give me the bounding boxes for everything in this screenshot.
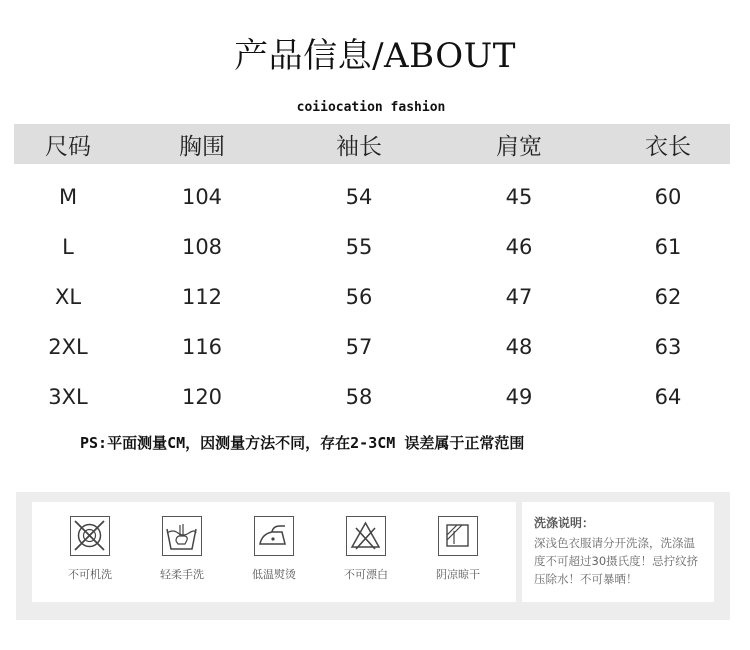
care-item-no-machine-wash <box>50 516 130 582</box>
care-label: 阴凉晾干 <box>436 568 480 581</box>
sleeve-cell: 56 <box>345 285 373 309</box>
table-row <box>14 172 730 222</box>
size-table <box>14 124 730 422</box>
shoulder-cell: 47 <box>505 285 533 309</box>
wash-instructions-text <box>534 534 710 588</box>
chest-cell: 120 <box>181 385 223 409</box>
chest-cell: 108 <box>181 235 223 259</box>
size-cell: 2XL <box>48 335 88 359</box>
length-cell: 63 <box>654 335 682 359</box>
table-row <box>14 272 730 322</box>
chest-cell: 116 <box>181 335 223 359</box>
shoulder-cell: 49 <box>505 385 533 409</box>
size-cell: XL <box>54 285 82 309</box>
wash-instructions-line: 度不可超过30摄氏度！忌拧纹挤 <box>534 554 699 568</box>
care-label: 不可机洗 <box>68 568 112 581</box>
care-label: 低温熨烫 <box>252 568 296 581</box>
size-cell: 3XL <box>48 385 88 409</box>
column-header-chest: 胸围 <box>179 133 225 160</box>
chest-cell: 104 <box>181 185 223 209</box>
length-cell: 61 <box>654 235 682 259</box>
page-title: 产品信息/ABOUT <box>234 36 516 76</box>
table-row <box>14 322 730 372</box>
care-item-hand-wash <box>142 516 222 582</box>
sleeve-cell: 58 <box>345 385 373 409</box>
care-label: 轻柔手洗 <box>160 568 204 581</box>
size-cell: M <box>58 185 78 209</box>
brand-subtitle: coiiocation fashion <box>296 100 446 115</box>
chest-cell: 112 <box>181 285 223 309</box>
column-header-size: 尺码 <box>45 133 91 160</box>
care-label: 不可漂白 <box>344 568 388 581</box>
shoulder-cell: 46 <box>505 235 533 259</box>
care-icons-panel <box>32 502 516 602</box>
measurement-note: PS:平面测量CM，因测量方法不同，存在2-3CM 误差属于正常范围 <box>80 434 525 452</box>
column-header-sleeve: 袖长 <box>336 133 382 160</box>
hand-wash-icon <box>162 516 202 556</box>
shoulder-cell: 48 <box>505 335 533 359</box>
table-row <box>14 372 730 422</box>
length-cell: 64 <box>654 385 682 409</box>
sleeve-cell: 57 <box>345 335 373 359</box>
wash-instructions-line: 深浅色衣服请分开洗涤，洗涤温 <box>534 536 695 550</box>
care-item-no-bleach <box>326 516 406 582</box>
wash-instructions-title: 洗涤说明： <box>534 516 595 530</box>
shade-dry-icon <box>438 516 478 556</box>
care-item-shade-dry <box>418 516 498 582</box>
length-cell: 62 <box>654 285 682 309</box>
shoulder-cell: 45 <box>505 185 533 209</box>
size-table-header <box>14 124 730 164</box>
no-bleach-icon <box>346 516 386 556</box>
care-item-low-iron <box>234 516 314 582</box>
wash-instructions-line: 压除水！不可暴晒！ <box>534 572 638 586</box>
sleeve-cell: 54 <box>345 185 373 209</box>
care-section <box>16 492 730 620</box>
size-cell: L <box>62 235 74 259</box>
no-machine-wash-icon <box>70 516 110 556</box>
column-header-shoulder: 肩宽 <box>496 133 542 160</box>
table-row <box>14 222 730 272</box>
wash-instructions <box>522 502 714 602</box>
column-header-length: 衣长 <box>645 133 691 160</box>
sleeve-cell: 55 <box>345 235 373 259</box>
length-cell: 60 <box>654 185 682 209</box>
low-iron-icon <box>254 516 294 556</box>
